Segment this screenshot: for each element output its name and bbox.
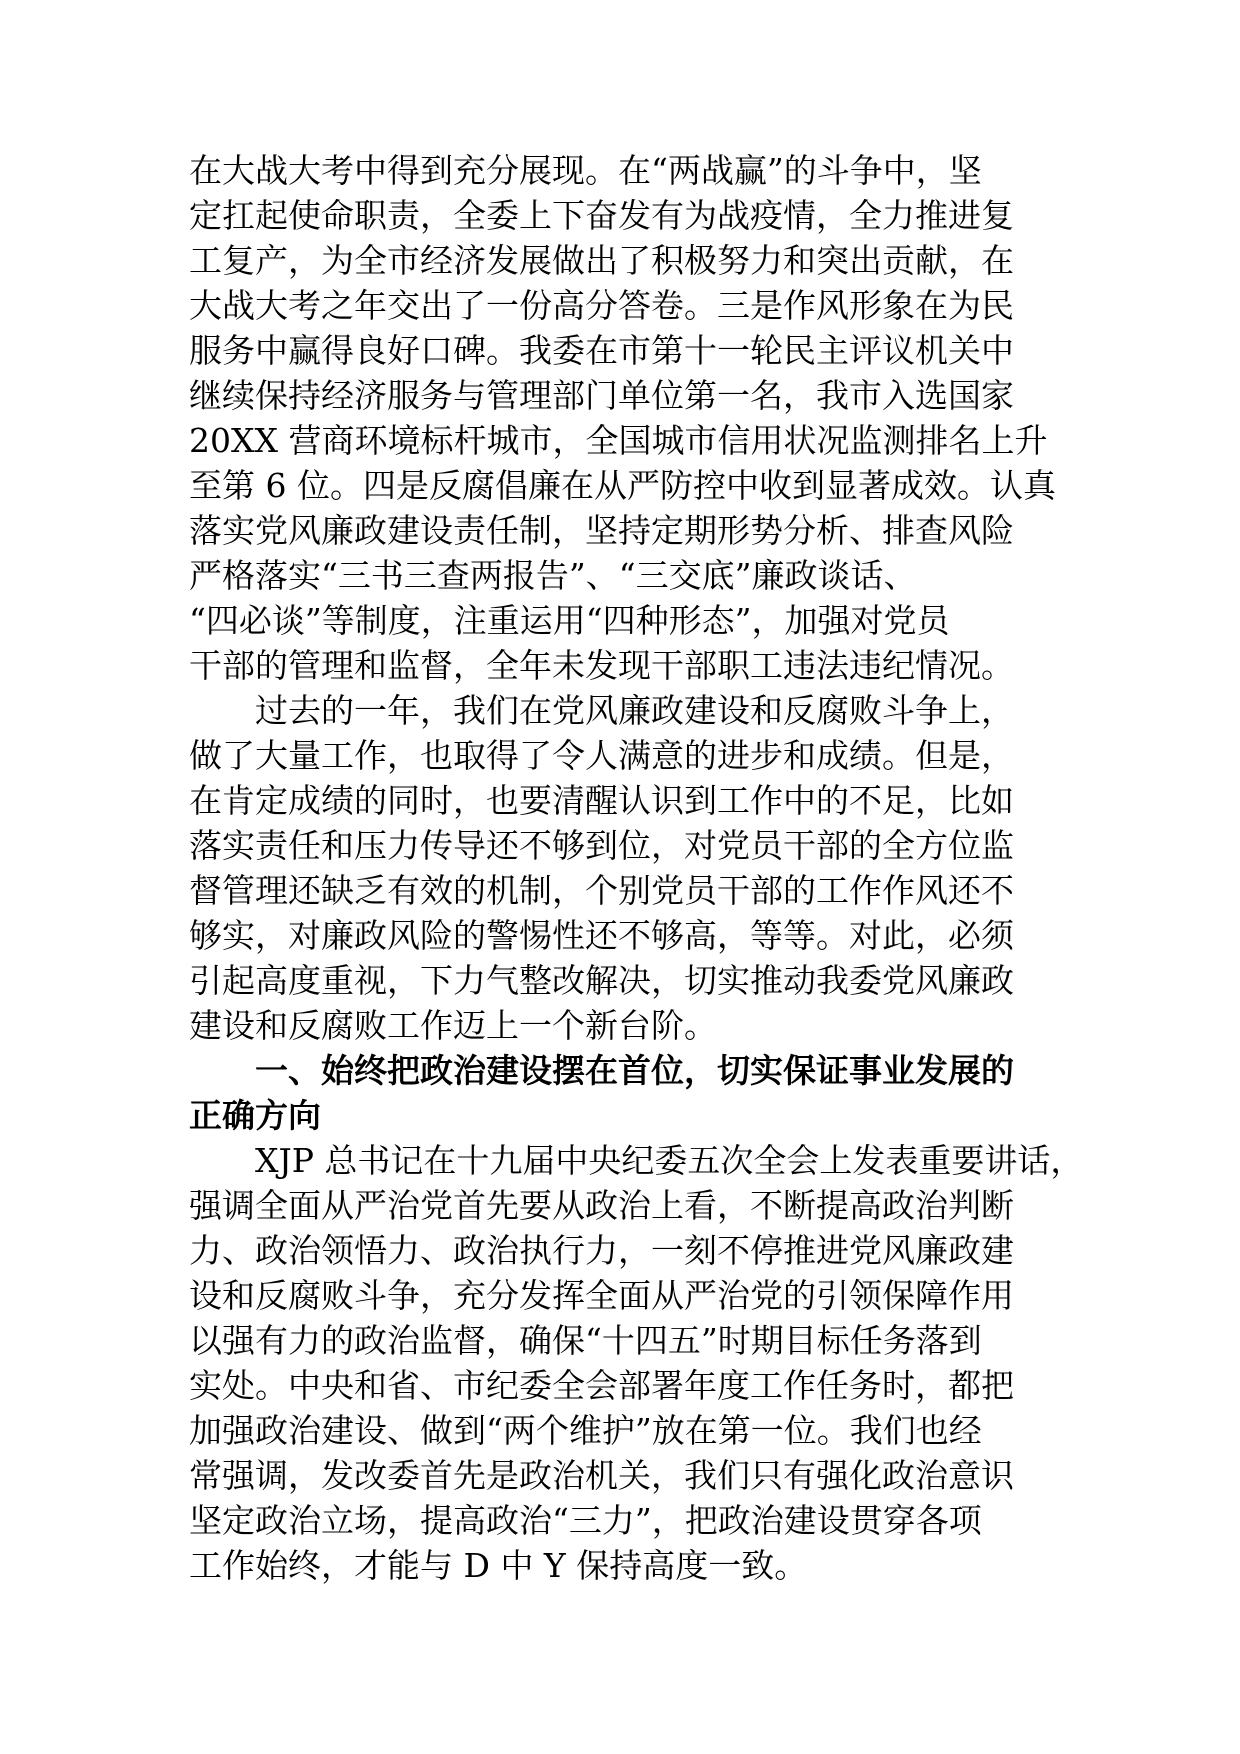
- text-line: 在大战大考中得到充分展现。在“两战赢”的斗争中，坚: [189, 151, 982, 190]
- text-line: 设和反腐败斗争，充分发挥全面从严治党的引领保障作用: [189, 1276, 1014, 1315]
- text-line: 加强政治建设、做到“两个维护”放在第一位。我们也经: [189, 1411, 982, 1450]
- section-heading-line: 正确方向: [189, 1096, 321, 1135]
- text-line: 严格落实“三书三查两报告”、“三交底”廉政谈话、: [189, 556, 917, 595]
- text-line: 力、政治领悟力、政治执行力，一刻不停推进党风廉政建: [189, 1231, 1014, 1270]
- text-line: “四必谈”等制度，注重运用“四种形态”，加强对党员: [189, 601, 950, 640]
- text-line: 工作始终，才能与 D 中 Y 保持高度一致。: [189, 1546, 808, 1585]
- text-line: 落实责任和压力传导还不够到位，对党员干部的全方位监: [189, 826, 1014, 865]
- text-line: 引起高度重视，下力气整改解决，切实推动我委党风廉政: [189, 961, 1014, 1000]
- text-line: 在肯定成绩的同时，也要清醒认识到工作中的不足，比如: [189, 781, 1014, 820]
- text-line: 继续保持经济服务与管理部门单位第一名，我市入选国家: [189, 376, 1014, 415]
- text-line: 建设和反腐败工作迈上一个新台阶。: [189, 1006, 717, 1045]
- text-line: 干部的管理和监督，全年未发现干部职工违法违纪情况。: [189, 646, 1014, 685]
- text-line: 够实，对廉政风险的警惕性还不够高，等等。对此，必须: [189, 916, 1014, 955]
- section-heading-line: 一、始终把政治建设摆在首位，切实保证事业发展的: [255, 1051, 1014, 1090]
- text-line: 坚定政治立场，提高政治“三力”，把政治建设贯穿各项: [189, 1501, 982, 1540]
- text-line: 督管理还缺乏有效的机制，个别党员干部的工作作风还不: [189, 871, 1014, 910]
- text-line: 工复产，为全市经济发展做出了积极努力和突出贡献，在: [189, 241, 1014, 280]
- text-line: 服务中赢得良好口碑。我委在市第十一轮民主评议机关中: [189, 331, 1014, 370]
- text-line: 落实党风廉政建设责任制，坚持定期形势分析、排查风险: [189, 511, 1014, 550]
- text-line: 实处。中央和省、市纪委全会部署年度工作任务时，都把: [189, 1366, 1014, 1405]
- text-line: 以强有力的政治监督，确保“十四五”时期目标任务落到: [189, 1321, 982, 1360]
- text-line: 常强调，发改委首先是政治机关，我们只有强化政治意识: [189, 1456, 1014, 1495]
- body-text: [189, 148, 1084, 1588]
- text-line: 强调全面从严治党首先要从政治上看，不断提高政治判断: [189, 1186, 1014, 1225]
- text-line: 至第 6 位。四是反腐倡廉在从严防控中收到显著成效。认真: [189, 466, 1056, 505]
- text-line: 20XX 营商环境标杆城市，全国城市信用状况监测排名上升: [189, 421, 1048, 460]
- text-line: 大战大考之年交出了一份高分答卷。三是作风形象在为民: [189, 286, 1014, 325]
- text-line: 做了大量工作，也取得了令人满意的进步和成绩。但是，: [189, 736, 1014, 775]
- text-line: 定扛起使命职责，全委上下奋发有为战疫情，全力推进复: [189, 196, 1014, 235]
- paragraph-start-line: XJP 总书记在十九届中央纪委五次全会上发表重要讲话，: [255, 1141, 1084, 1180]
- paragraph-start-line: 过去的一年，我们在党风廉政建设和反腐败斗争上，: [255, 691, 1014, 730]
